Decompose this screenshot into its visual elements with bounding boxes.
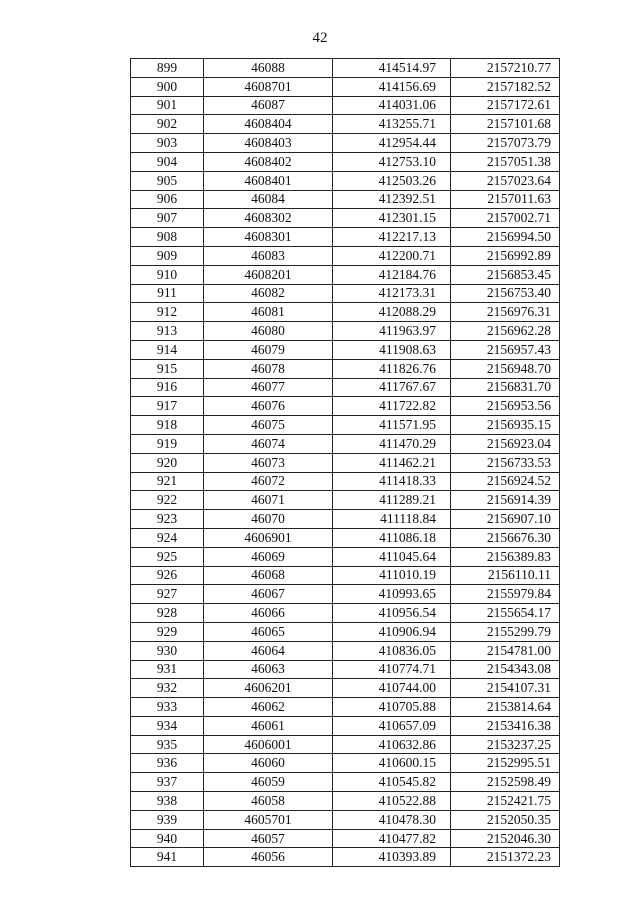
point-id-cell: 46063 bbox=[204, 660, 333, 679]
point-id-cell: 46065 bbox=[204, 622, 333, 641]
row-index-cell: 917 bbox=[131, 397, 204, 416]
y-coordinate-cell: 2156953.56 bbox=[451, 397, 560, 416]
row-index-cell: 932 bbox=[131, 679, 204, 698]
table-row bbox=[131, 77, 560, 96]
row-index-cell: 930 bbox=[131, 641, 204, 660]
x-coordinate-cell: 413255.71 bbox=[333, 115, 451, 134]
point-id-cell: 4608302 bbox=[204, 209, 333, 228]
table-row bbox=[131, 792, 560, 811]
row-index-cell: 929 bbox=[131, 622, 204, 641]
y-coordinate-cell: 2156110.11 bbox=[451, 566, 560, 585]
x-coordinate-cell: 412753.10 bbox=[333, 152, 451, 171]
y-coordinate-cell: 2157051.38 bbox=[451, 152, 560, 171]
x-coordinate-cell: 410705.88 bbox=[333, 698, 451, 717]
x-coordinate-cell: 410836.05 bbox=[333, 641, 451, 660]
point-id-cell: 46075 bbox=[204, 416, 333, 435]
table-row bbox=[131, 604, 560, 623]
x-coordinate-cell: 414031.06 bbox=[333, 96, 451, 115]
y-coordinate-cell: 2155979.84 bbox=[451, 585, 560, 604]
table-row bbox=[131, 359, 560, 378]
point-id-cell: 46072 bbox=[204, 472, 333, 491]
y-coordinate-cell: 2157101.68 bbox=[451, 115, 560, 134]
x-coordinate-cell: 410956.54 bbox=[333, 604, 451, 623]
y-coordinate-cell: 2156994.50 bbox=[451, 228, 560, 247]
y-coordinate-cell: 2157182.52 bbox=[451, 77, 560, 96]
row-index-cell: 910 bbox=[131, 265, 204, 284]
y-coordinate-cell: 2156992.89 bbox=[451, 246, 560, 265]
point-id-cell: 4606901 bbox=[204, 528, 333, 547]
x-coordinate-cell: 411045.64 bbox=[333, 547, 451, 566]
x-coordinate-cell: 411722.82 bbox=[333, 397, 451, 416]
x-coordinate-cell: 412217.13 bbox=[333, 228, 451, 247]
y-coordinate-cell: 2155654.17 bbox=[451, 604, 560, 623]
x-coordinate-cell: 412088.29 bbox=[333, 303, 451, 322]
x-coordinate-cell: 410478.30 bbox=[333, 810, 451, 829]
row-index-cell: 903 bbox=[131, 134, 204, 153]
x-coordinate-cell: 414156.69 bbox=[333, 77, 451, 96]
coordinates-table-body bbox=[131, 59, 560, 867]
table-row bbox=[131, 397, 560, 416]
x-coordinate-cell: 411118.84 bbox=[333, 510, 451, 529]
table-row bbox=[131, 698, 560, 717]
row-index-cell: 908 bbox=[131, 228, 204, 247]
point-id-cell: 46074 bbox=[204, 434, 333, 453]
x-coordinate-cell: 411462.21 bbox=[333, 453, 451, 472]
table-row bbox=[131, 679, 560, 698]
table-row bbox=[131, 171, 560, 190]
y-coordinate-cell: 2153814.64 bbox=[451, 698, 560, 717]
row-index-cell: 920 bbox=[131, 453, 204, 472]
table-row bbox=[131, 134, 560, 153]
row-index-cell: 905 bbox=[131, 171, 204, 190]
x-coordinate-cell: 412200.71 bbox=[333, 246, 451, 265]
row-index-cell: 912 bbox=[131, 303, 204, 322]
y-coordinate-cell: 2156948.70 bbox=[451, 359, 560, 378]
row-index-cell: 902 bbox=[131, 115, 204, 134]
table-row bbox=[131, 228, 560, 247]
table-row bbox=[131, 566, 560, 585]
y-coordinate-cell: 2156924.52 bbox=[451, 472, 560, 491]
row-index-cell: 931 bbox=[131, 660, 204, 679]
row-index-cell: 915 bbox=[131, 359, 204, 378]
table-row bbox=[131, 829, 560, 848]
y-coordinate-cell: 2153416.38 bbox=[451, 716, 560, 735]
row-index-cell: 926 bbox=[131, 566, 204, 585]
point-id-cell: 46087 bbox=[204, 96, 333, 115]
y-coordinate-cell: 2156753.40 bbox=[451, 284, 560, 303]
point-id-cell: 46077 bbox=[204, 378, 333, 397]
point-id-cell: 46066 bbox=[204, 604, 333, 623]
y-coordinate-cell: 2156976.31 bbox=[451, 303, 560, 322]
table-row bbox=[131, 284, 560, 303]
y-coordinate-cell: 2154343.08 bbox=[451, 660, 560, 679]
y-coordinate-cell: 2156957.43 bbox=[451, 340, 560, 359]
x-coordinate-cell: 411767.67 bbox=[333, 378, 451, 397]
table-row bbox=[131, 773, 560, 792]
x-coordinate-cell: 410522.88 bbox=[333, 792, 451, 811]
row-index-cell: 935 bbox=[131, 735, 204, 754]
x-coordinate-cell: 412184.76 bbox=[333, 265, 451, 284]
row-index-cell: 933 bbox=[131, 698, 204, 717]
y-coordinate-cell: 2156853.45 bbox=[451, 265, 560, 284]
point-id-cell: 46080 bbox=[204, 322, 333, 341]
point-id-cell: 46056 bbox=[204, 848, 333, 867]
row-index-cell: 914 bbox=[131, 340, 204, 359]
x-coordinate-cell: 410744.00 bbox=[333, 679, 451, 698]
point-id-cell: 4608301 bbox=[204, 228, 333, 247]
table-row bbox=[131, 209, 560, 228]
point-id-cell: 4608402 bbox=[204, 152, 333, 171]
x-coordinate-cell: 411289.21 bbox=[333, 491, 451, 510]
table-row bbox=[131, 735, 560, 754]
y-coordinate-cell: 2154781.00 bbox=[451, 641, 560, 660]
x-coordinate-cell: 410632.86 bbox=[333, 735, 451, 754]
point-id-cell: 46070 bbox=[204, 510, 333, 529]
y-coordinate-cell: 2156923.04 bbox=[451, 434, 560, 453]
point-id-cell: 46082 bbox=[204, 284, 333, 303]
x-coordinate-cell: 411010.19 bbox=[333, 566, 451, 585]
y-coordinate-cell: 2156907.10 bbox=[451, 510, 560, 529]
table-row bbox=[131, 190, 560, 209]
point-id-cell: 4608701 bbox=[204, 77, 333, 96]
table-row bbox=[131, 622, 560, 641]
table-row bbox=[131, 416, 560, 435]
point-id-cell: 46068 bbox=[204, 566, 333, 585]
y-coordinate-cell: 2152421.75 bbox=[451, 792, 560, 811]
table-row bbox=[131, 641, 560, 660]
point-id-cell: 46062 bbox=[204, 698, 333, 717]
row-index-cell: 934 bbox=[131, 716, 204, 735]
row-index-cell: 923 bbox=[131, 510, 204, 529]
point-id-cell: 46079 bbox=[204, 340, 333, 359]
x-coordinate-cell: 414514.97 bbox=[333, 59, 451, 78]
table-row bbox=[131, 322, 560, 341]
x-coordinate-cell: 410774.71 bbox=[333, 660, 451, 679]
table-row bbox=[131, 660, 560, 679]
table-row bbox=[131, 510, 560, 529]
x-coordinate-cell: 412173.31 bbox=[333, 284, 451, 303]
point-id-cell: 46069 bbox=[204, 547, 333, 566]
point-id-cell: 46064 bbox=[204, 641, 333, 660]
point-id-cell: 46088 bbox=[204, 59, 333, 78]
point-id-cell: 4608201 bbox=[204, 265, 333, 284]
point-id-cell: 46078 bbox=[204, 359, 333, 378]
x-coordinate-cell: 411963.97 bbox=[333, 322, 451, 341]
point-id-cell: 4608404 bbox=[204, 115, 333, 134]
x-coordinate-cell: 412954.44 bbox=[333, 134, 451, 153]
point-id-cell: 4608403 bbox=[204, 134, 333, 153]
point-id-cell: 46073 bbox=[204, 453, 333, 472]
table-row bbox=[131, 434, 560, 453]
x-coordinate-cell: 410393.89 bbox=[333, 848, 451, 867]
point-id-cell: 4606201 bbox=[204, 679, 333, 698]
y-coordinate-cell: 2152046.30 bbox=[451, 829, 560, 848]
row-index-cell: 918 bbox=[131, 416, 204, 435]
x-coordinate-cell: 410906.94 bbox=[333, 622, 451, 641]
y-coordinate-cell: 2157210.77 bbox=[451, 59, 560, 78]
table-row bbox=[131, 472, 560, 491]
table-row bbox=[131, 265, 560, 284]
point-id-cell: 46060 bbox=[204, 754, 333, 773]
x-coordinate-cell: 412503.26 bbox=[333, 171, 451, 190]
y-coordinate-cell: 2152050.35 bbox=[451, 810, 560, 829]
x-coordinate-cell: 410545.82 bbox=[333, 773, 451, 792]
row-index-cell: 921 bbox=[131, 472, 204, 491]
x-coordinate-cell: 410993.65 bbox=[333, 585, 451, 604]
row-index-cell: 938 bbox=[131, 792, 204, 811]
point-id-cell: 46058 bbox=[204, 792, 333, 811]
y-coordinate-cell: 2156914.39 bbox=[451, 491, 560, 510]
y-coordinate-cell: 2157172.61 bbox=[451, 96, 560, 115]
row-index-cell: 940 bbox=[131, 829, 204, 848]
y-coordinate-cell: 2154107.31 bbox=[451, 679, 560, 698]
point-id-cell: 46083 bbox=[204, 246, 333, 265]
row-index-cell: 936 bbox=[131, 754, 204, 773]
table-row bbox=[131, 152, 560, 171]
row-index-cell: 901 bbox=[131, 96, 204, 115]
x-coordinate-cell: 411418.33 bbox=[333, 472, 451, 491]
row-index-cell: 937 bbox=[131, 773, 204, 792]
row-index-cell: 909 bbox=[131, 246, 204, 265]
row-index-cell: 927 bbox=[131, 585, 204, 604]
x-coordinate-cell: 410477.82 bbox=[333, 829, 451, 848]
row-index-cell: 941 bbox=[131, 848, 204, 867]
point-id-cell: 46059 bbox=[204, 773, 333, 792]
y-coordinate-cell: 2156962.28 bbox=[451, 322, 560, 341]
x-coordinate-cell: 411470.29 bbox=[333, 434, 451, 453]
point-id-cell: 46076 bbox=[204, 397, 333, 416]
table-row bbox=[131, 848, 560, 867]
row-index-cell: 919 bbox=[131, 434, 204, 453]
y-coordinate-cell: 2156935.15 bbox=[451, 416, 560, 435]
table-row bbox=[131, 585, 560, 604]
row-index-cell: 924 bbox=[131, 528, 204, 547]
x-coordinate-cell: 410600.15 bbox=[333, 754, 451, 773]
y-coordinate-cell: 2155299.79 bbox=[451, 622, 560, 641]
y-coordinate-cell: 2157073.79 bbox=[451, 134, 560, 153]
page-number: 42 bbox=[312, 30, 328, 46]
point-id-cell: 46067 bbox=[204, 585, 333, 604]
table-row bbox=[131, 716, 560, 735]
row-index-cell: 907 bbox=[131, 209, 204, 228]
point-id-cell: 4606001 bbox=[204, 735, 333, 754]
x-coordinate-cell: 412301.15 bbox=[333, 209, 451, 228]
x-coordinate-cell: 411908.63 bbox=[333, 340, 451, 359]
x-coordinate-cell: 410657.09 bbox=[333, 716, 451, 735]
x-coordinate-cell: 411826.76 bbox=[333, 359, 451, 378]
point-id-cell: 4605701 bbox=[204, 810, 333, 829]
y-coordinate-cell: 2156733.53 bbox=[451, 453, 560, 472]
y-coordinate-cell: 2153237.25 bbox=[451, 735, 560, 754]
y-coordinate-cell: 2152995.51 bbox=[451, 754, 560, 773]
x-coordinate-cell: 411086.18 bbox=[333, 528, 451, 547]
row-index-cell: 911 bbox=[131, 284, 204, 303]
point-id-cell: 46057 bbox=[204, 829, 333, 848]
y-coordinate-cell: 2157011.63 bbox=[451, 190, 560, 209]
y-coordinate-cell: 2157002.71 bbox=[451, 209, 560, 228]
point-id-cell: 46084 bbox=[204, 190, 333, 209]
row-index-cell: 925 bbox=[131, 547, 204, 566]
row-index-cell: 922 bbox=[131, 491, 204, 510]
row-index-cell: 900 bbox=[131, 77, 204, 96]
y-coordinate-cell: 2156831.70 bbox=[451, 378, 560, 397]
table-row bbox=[131, 453, 560, 472]
y-coordinate-cell: 2151372.23 bbox=[451, 848, 560, 867]
point-id-cell: 46061 bbox=[204, 716, 333, 735]
coordinates-table bbox=[130, 58, 560, 867]
table-row bbox=[131, 96, 560, 115]
table-row bbox=[131, 378, 560, 397]
row-index-cell: 899 bbox=[131, 59, 204, 78]
point-id-cell: 4608401 bbox=[204, 171, 333, 190]
row-index-cell: 904 bbox=[131, 152, 204, 171]
table-row bbox=[131, 547, 560, 566]
table-row bbox=[131, 303, 560, 322]
table-row bbox=[131, 59, 560, 78]
table-row bbox=[131, 491, 560, 510]
row-index-cell: 916 bbox=[131, 378, 204, 397]
y-coordinate-cell: 2157023.64 bbox=[451, 171, 560, 190]
table-row bbox=[131, 810, 560, 829]
table-row bbox=[131, 340, 560, 359]
table-row bbox=[131, 528, 560, 547]
row-index-cell: 913 bbox=[131, 322, 204, 341]
table-row bbox=[131, 754, 560, 773]
point-id-cell: 46081 bbox=[204, 303, 333, 322]
y-coordinate-cell: 2156389.83 bbox=[451, 547, 560, 566]
row-index-cell: 939 bbox=[131, 810, 204, 829]
x-coordinate-cell: 412392.51 bbox=[333, 190, 451, 209]
table-row bbox=[131, 246, 560, 265]
y-coordinate-cell: 2152598.49 bbox=[451, 773, 560, 792]
x-coordinate-cell: 411571.95 bbox=[333, 416, 451, 435]
y-coordinate-cell: 2156676.30 bbox=[451, 528, 560, 547]
table-row bbox=[131, 115, 560, 134]
row-index-cell: 928 bbox=[131, 604, 204, 623]
point-id-cell: 46071 bbox=[204, 491, 333, 510]
row-index-cell: 906 bbox=[131, 190, 204, 209]
